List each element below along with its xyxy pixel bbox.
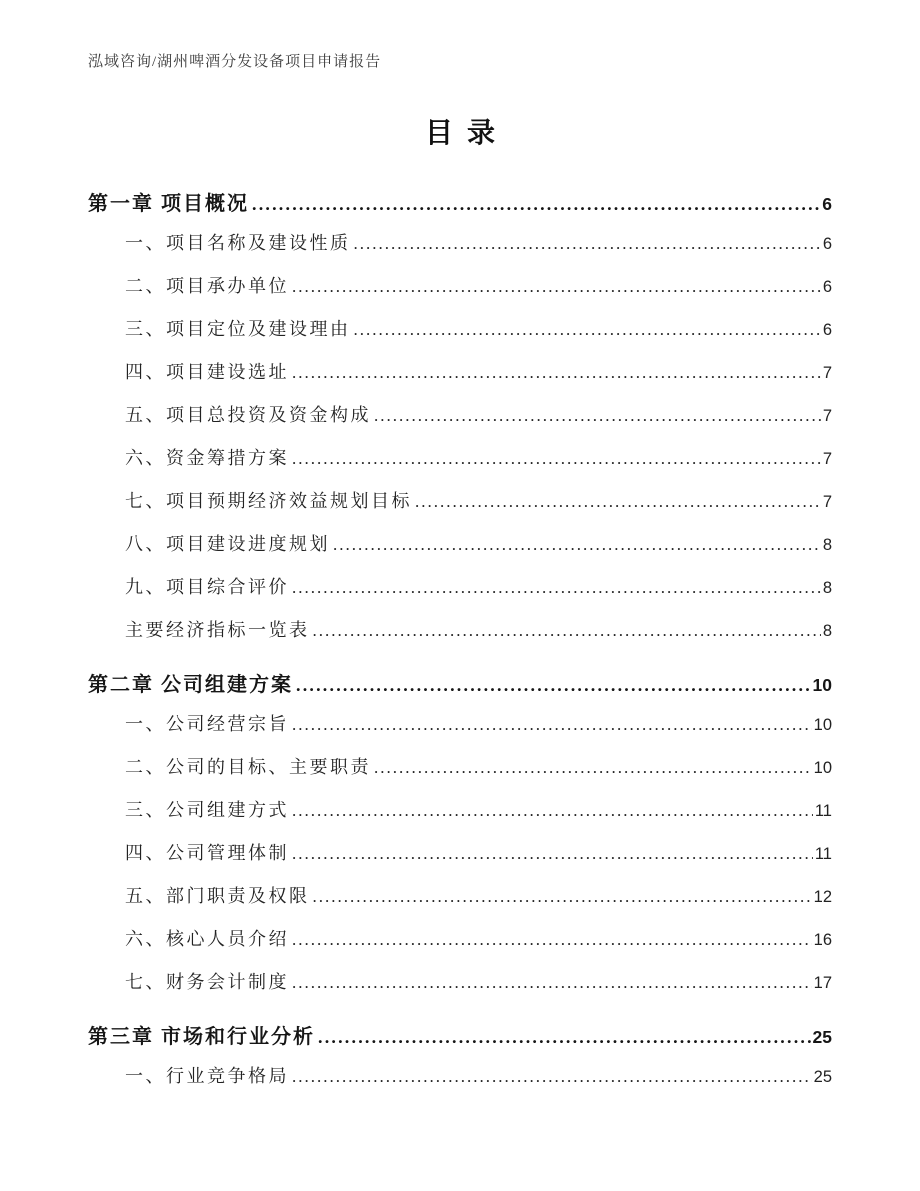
toc-chapter-page: 6 <box>822 194 832 214</box>
toc-item-page: 16 <box>813 931 832 949</box>
dot-leader <box>374 394 821 437</box>
toc-item-entry[interactable] <box>88 308 832 351</box>
toc-item-page: 6 <box>822 278 832 296</box>
dot-leader <box>296 667 811 703</box>
toc-item-label: 三、项目定位及建设理由 <box>125 319 351 339</box>
dot-leader <box>252 186 820 222</box>
toc-item-page: 25 <box>813 1068 832 1086</box>
toc-item-entry[interactable] <box>88 746 832 789</box>
toc-item-page: 10 <box>813 759 832 777</box>
toc-chapter-page: 25 <box>812 1027 832 1047</box>
toc-item-label: 三、公司组建方式 <box>125 800 289 820</box>
toc-item-page: 11 <box>814 845 832 863</box>
toc-chapter-label: 第二章 公司组建方案 <box>88 674 293 696</box>
toc-item-entry[interactable] <box>88 703 832 746</box>
toc-item-page: 7 <box>822 407 832 425</box>
dot-leader <box>292 1055 812 1098</box>
table-of-contents <box>88 186 832 1098</box>
toc-item-entry[interactable] <box>88 480 832 523</box>
toc-item-label: 六、核心人员介绍 <box>125 929 289 949</box>
toc-chapter-entry[interactable] <box>88 186 832 222</box>
toc-item-page: 8 <box>822 579 832 597</box>
toc-item-entry[interactable] <box>88 1055 832 1098</box>
document-header: 泓域咨询/湖州啤酒分发设备项目申请报告 <box>88 54 382 70</box>
toc-item-page: 12 <box>813 888 832 906</box>
dot-leader <box>318 1019 811 1055</box>
toc-item-label: 八、项目建设进度规划 <box>125 534 330 554</box>
dot-leader <box>292 437 821 480</box>
toc-item-label: 一、行业竞争格局 <box>125 1066 289 1086</box>
toc-chapter-page: 10 <box>812 675 832 695</box>
toc-chapter-label: 第三章 市场和行业分析 <box>88 1026 315 1048</box>
toc-item-label: 五、项目总投资及资金构成 <box>125 405 371 425</box>
toc-item-entry[interactable] <box>88 222 832 265</box>
dot-leader <box>292 351 821 394</box>
toc-chapter-entry[interactable] <box>88 1019 832 1055</box>
dot-leader <box>313 875 812 918</box>
dot-leader <box>292 265 821 308</box>
dot-leader <box>292 566 821 609</box>
toc-chapter-entry[interactable] <box>88 667 832 703</box>
toc-item-label: 二、公司的目标、主要职责 <box>125 757 371 777</box>
toc-item-label: 七、项目预期经济效益规划目标 <box>125 491 412 511</box>
toc-item-entry[interactable] <box>88 394 832 437</box>
toc-item-page: 10 <box>813 716 832 734</box>
toc-item-entry[interactable] <box>88 875 832 918</box>
toc-item-entry[interactable] <box>88 609 832 652</box>
toc-item-page: 8 <box>822 536 832 554</box>
dot-leader <box>415 480 821 523</box>
toc-chapter <box>88 1019 832 1098</box>
toc-item-entry[interactable] <box>88 351 832 394</box>
toc-chapter-items <box>88 703 832 1004</box>
toc-item-label: 一、公司经营宗旨 <box>125 714 289 734</box>
dot-leader <box>292 789 813 832</box>
dot-leader <box>292 918 812 961</box>
toc-item-page: 7 <box>822 364 832 382</box>
toc-item-entry[interactable] <box>88 265 832 308</box>
toc-item-page: 6 <box>822 235 832 253</box>
toc-chapter <box>88 667 832 1004</box>
toc-item-entry[interactable] <box>88 437 832 480</box>
toc-chapter <box>88 186 832 652</box>
toc-item-page: 8 <box>822 622 832 640</box>
toc-item-label: 一、项目名称及建设性质 <box>125 233 351 253</box>
dot-leader <box>292 703 812 746</box>
toc-item-entry[interactable] <box>88 961 832 1004</box>
toc-item-entry[interactable] <box>88 566 832 609</box>
dot-leader <box>292 832 813 875</box>
toc-item-label: 二、项目承办单位 <box>125 276 289 296</box>
toc-item-label: 五、部门职责及权限 <box>125 886 310 906</box>
toc-item-label: 七、财务会计制度 <box>125 972 289 992</box>
toc-item-page: 7 <box>822 493 832 511</box>
toc-item-page: 6 <box>822 321 832 339</box>
dot-leader <box>292 961 812 1004</box>
toc-item-label: 九、项目综合评价 <box>125 577 289 597</box>
dot-leader <box>354 222 821 265</box>
toc-item-entry[interactable] <box>88 523 832 566</box>
toc-item-entry[interactable] <box>88 918 832 961</box>
toc-item-page: 17 <box>813 974 832 992</box>
toc-chapter-items <box>88 1055 832 1098</box>
toc-item-label: 主要经济指标一览表 <box>125 620 310 640</box>
dot-leader <box>354 308 821 351</box>
toc-item-entry[interactable] <box>88 789 832 832</box>
dot-leader <box>333 523 821 566</box>
dot-leader <box>313 609 821 652</box>
toc-item-label: 四、项目建设选址 <box>125 362 289 382</box>
toc-chapter-items <box>88 222 832 652</box>
toc-item-page: 11 <box>814 802 832 820</box>
toc-item-page: 7 <box>822 450 832 468</box>
toc-item-entry[interactable] <box>88 832 832 875</box>
toc-item-label: 四、公司管理体制 <box>125 843 289 863</box>
page-title: 目录 <box>424 118 509 149</box>
toc-chapter-label: 第一章 项目概况 <box>88 193 249 215</box>
toc-item-label: 六、资金筹措方案 <box>125 448 289 468</box>
dot-leader <box>374 746 812 789</box>
